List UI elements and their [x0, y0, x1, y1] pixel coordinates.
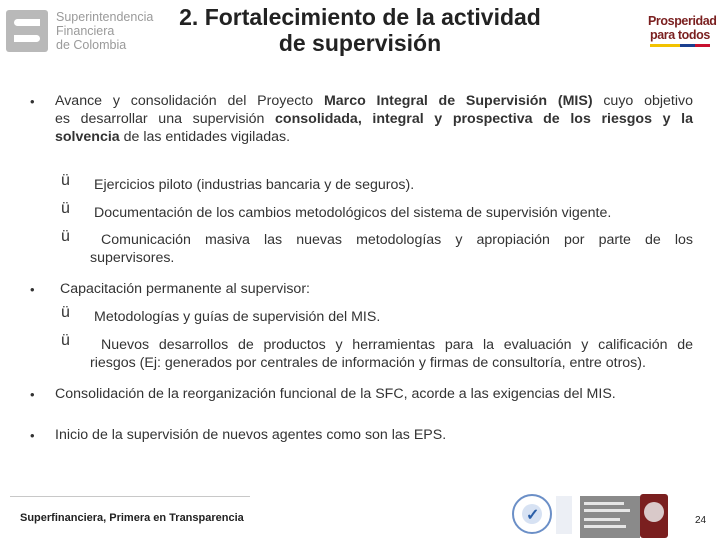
text-run: Avance y consolidación del Proyecto [55, 93, 324, 109]
bullet-4-text: Inicio de la supervisión de nuevos agentes como son las EPS. [55, 427, 447, 443]
bullet-icon: • [30, 428, 35, 443]
bullet-1-line-3 [55, 128, 290, 146]
bullet-2-text: Capacitación permanente al supervisor: [60, 281, 310, 297]
checkmark-icon: ü [61, 332, 70, 349]
bullet-1-sub-1: Ejercicios piloto (industrias bancaria y de seguros). [94, 177, 415, 193]
bullet-icon: • [30, 94, 35, 109]
page-title-line-1: 2. Fortalecimiento de la actividad [179, 4, 541, 30]
iso-certification-badge-icon [580, 496, 640, 538]
bullet-1-sub-3-line-1: Comunicación masiva las nuevas metodologías y apropiación por parte de los [101, 232, 693, 248]
footer-divider [10, 496, 250, 497]
prosperidad-logo-line-1: Prosperidad [648, 14, 717, 28]
page-title [160, 4, 560, 56]
checkmark-icon: ü [61, 172, 70, 189]
certification-seal-icon: ✓ [512, 494, 552, 534]
page-number: 24 [695, 515, 707, 526]
bullet-icon: • [30, 387, 35, 402]
sfc-logo-line: Financiera [56, 24, 115, 38]
bureau-veritas-seal-icon [640, 494, 668, 538]
text-run-bold: solvencia [55, 129, 120, 145]
sfc-logo-mark [6, 10, 48, 52]
bullet-1-sub-3-line-2: supervisores. [90, 250, 175, 266]
bullet-2-sub-2-line-1: Nuevos desarrollos de productos y herramientas para la evaluación y calificación de [101, 337, 693, 353]
bullet-2-sub-2-line-2: riesgos (Ej: generados por centrales de información y firmas de consultoría, entre otros). [90, 355, 646, 371]
sfc-logo-line: Superintendencia [56, 10, 154, 24]
text-run: es desarrollar una supervisión [55, 111, 276, 127]
checkmark-icon: ü [61, 200, 70, 217]
page-title-line-2: de supervisión [278, 30, 442, 56]
sfc-logo [6, 8, 166, 54]
bullet-1-line-2 [55, 110, 693, 128]
bullet-3-text: Consolidación de la reorganización funcional de la SFC, acorde a las exigencias del MIS. [55, 386, 616, 402]
prosperidad-logo-line-2: para todos [650, 28, 710, 42]
text-run: cuyo objetivo [592, 93, 693, 109]
sfc-logo-text [56, 10, 153, 52]
text-run-bold: Marco Integral de Supervisión (MIS) [323, 93, 593, 109]
bullet-icon: • [30, 282, 35, 297]
checkmark-icon: ü [61, 228, 70, 245]
text-run: de las entidades vigiladas. [119, 129, 291, 145]
text-run-bold: consolidada, integral y prospectiva de los riesgos y la [275, 111, 693, 127]
prosperidad-flag-bar [650, 44, 710, 47]
checkmark-icon: ü [61, 304, 70, 321]
certification-mark-icon [556, 496, 572, 534]
bullet-2-sub-1: Metodologías y guías de supervisión del MIS. [94, 309, 381, 325]
bullet-1-line-1 [55, 92, 693, 110]
sfc-logo-line: de Colombia [56, 38, 127, 52]
prosperidad-logo [644, 14, 717, 48]
footer-tagline: Superfinanciera, Primera en Transparencia [20, 512, 244, 524]
bullet-1-sub-2: Documentación de los cambios metodológicos del sistema de supervisión vigente. [94, 205, 612, 221]
